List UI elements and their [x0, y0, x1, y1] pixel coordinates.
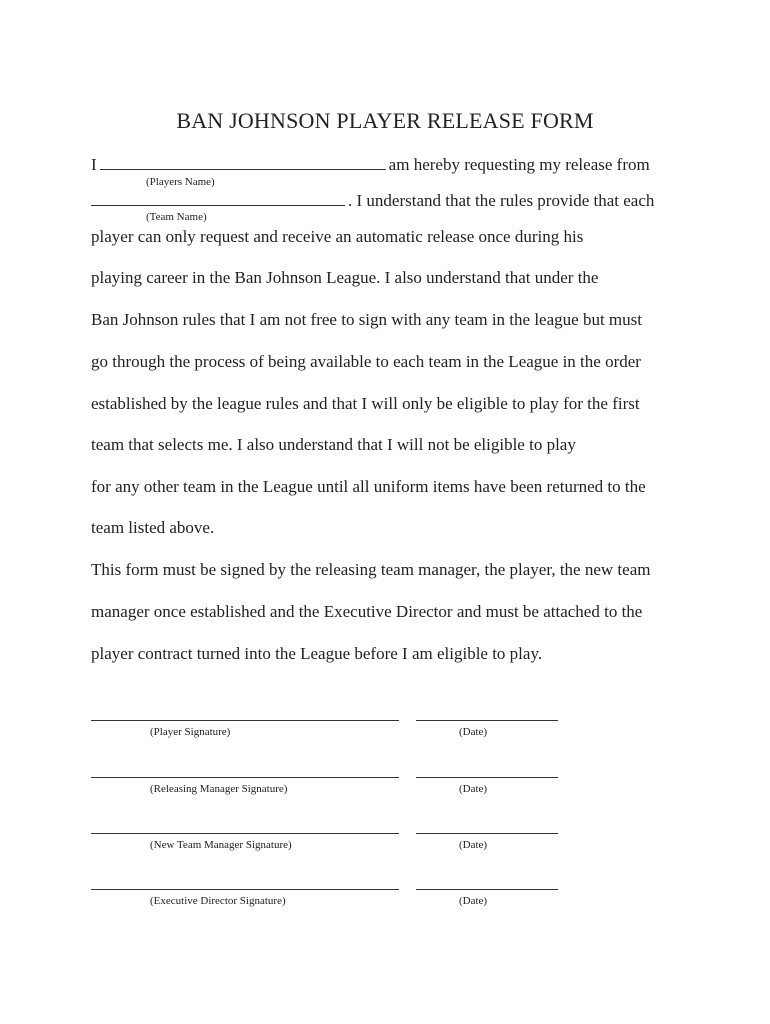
team-name-caption: (Team Name) — [146, 211, 207, 223]
new-team-manager-signature-caption: (New Team Manager Signature) — [150, 839, 292, 851]
executive-director-date-line[interactable] — [416, 889, 558, 890]
paragraph-line: manager once established and the Executive Director and must be attached to the — [91, 602, 643, 621]
paragraph-line: player can only request and receive an automatic release once during his — [91, 227, 584, 246]
paragraph-line: Ban Johnson rules that I am not free to sign with any team in the league but must — [91, 310, 642, 329]
executive-director-signature-line[interactable] — [91, 889, 399, 890]
executive-director-signature-caption: (Executive Director Signature) — [150, 895, 286, 907]
paragraph-line: team listed above. — [91, 518, 215, 537]
paragraph-line: established by the league rules and that I will only be eligible to play for the first — [91, 394, 640, 413]
intro-after-name: am hereby requesting my release from — [388, 155, 650, 174]
player-signature-line[interactable] — [91, 720, 399, 721]
intro-line-2 — [91, 191, 654, 211]
form-title: BAN JOHNSON PLAYER RELEASE FORM — [176, 108, 594, 133]
executive-director-date-caption: (Date) — [459, 895, 488, 907]
releasing-manager-date-caption: (Date) — [459, 783, 488, 795]
paragraph-line: playing career in the Ban Johnson League. I also understand that under the — [91, 268, 599, 287]
paragraph-line: team that selects me. I also understand that I will not be eligible to play — [91, 435, 576, 454]
paragraph-line: go through the process of being available to each team in the League in the order — [91, 352, 641, 371]
paragraph-line: This form must be signed by the releasing team manager, the player, the new team — [91, 560, 651, 579]
intro-line-1 — [91, 155, 650, 175]
paragraph-line: player contract turned into the League before I am eligible to play. — [91, 644, 543, 663]
intro-after-team: . I understand that the rules provide that each — [348, 191, 655, 210]
player-name-caption: (Players Name) — [146, 176, 215, 188]
new-team-manager-date-line[interactable] — [416, 833, 558, 834]
new-team-manager-signature-line[interactable] — [91, 833, 399, 834]
player-name-field[interactable] — [100, 155, 386, 170]
player-date-line[interactable] — [416, 720, 558, 721]
new-team-manager-date-caption: (Date) — [459, 839, 488, 851]
team-name-field[interactable] — [91, 191, 345, 206]
releasing-manager-signature-line[interactable] — [91, 777, 399, 778]
releasing-manager-signature-caption: (Releasing Manager Signature) — [150, 783, 288, 795]
releasing-manager-date-line[interactable] — [416, 777, 558, 778]
player-signature-caption: (Player Signature) — [150, 726, 231, 738]
paragraph-line: for any other team in the League until all uniform items have been returned to the — [91, 477, 646, 496]
player-date-caption: (Date) — [459, 726, 488, 738]
intro-prefix: I — [91, 155, 97, 174]
